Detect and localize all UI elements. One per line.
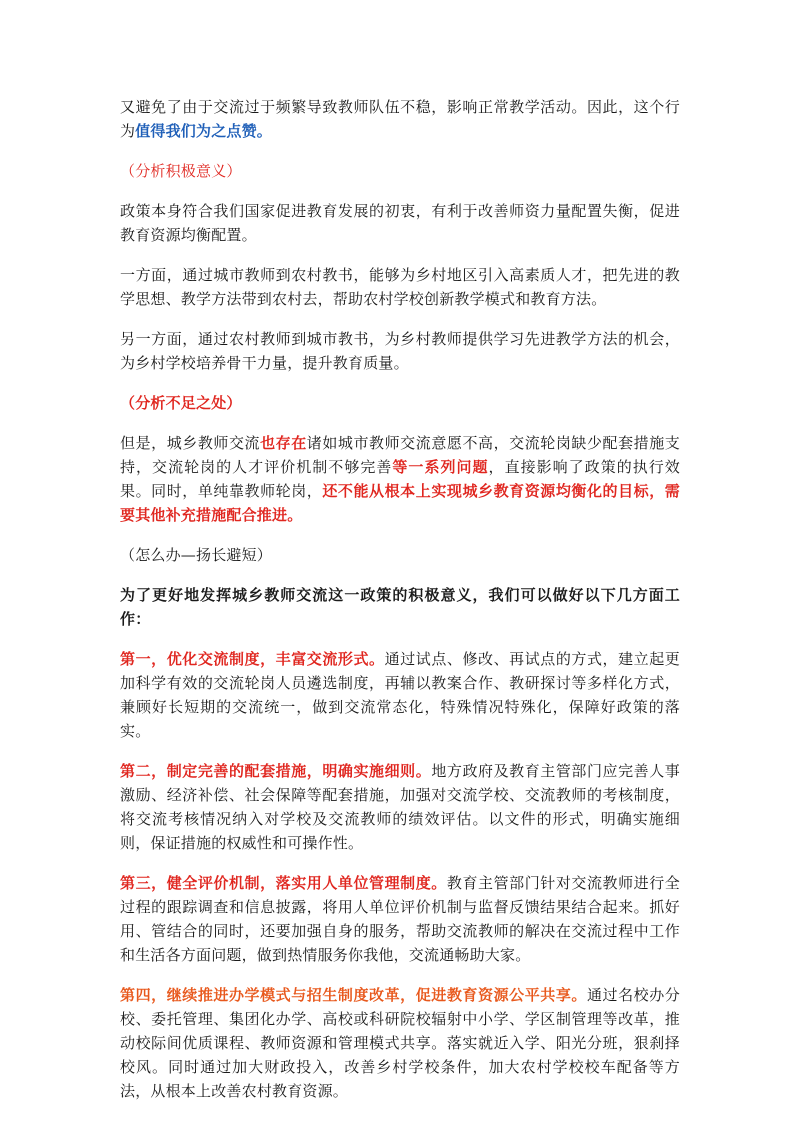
conclusion-emphasis: 值得我们为之点赞。 [135,122,273,140]
shortcomings-text-3: ，直接影响了政策的执行效果。同时，单纯靠教师轮岗， [120,458,681,500]
measure-3-body: 教育主管部门针对交流教师进行全过程的跟踪调查和信息披露，将用人单位评价机制与监督反馈结果结合起来。抓好用、管结合的同时，还要加强自身的服务，帮助交流教师的解决在交流过程中工作和生活各方面问题，做到热情服务你我他，交流通畅助大家。 [120,874,680,964]
paragraph-intro-measures: 为了更好地发挥城乡教师交流这一政策的积极意义，我们可以做好以下几方面工作： [120,586,680,628]
measure-3-lead: 第三，健全评价机制，落实用人单位管理制度。 [120,874,447,892]
conclusion-text: 又避免了由于交流过于频繁导致教师队伍不稳，影响正常教学活动。因此，这个行为 [120,98,680,140]
paragraph-conclusion [120,95,680,143]
measure-3 [120,871,680,967]
measure-2-lead: 第二，制定完善的配套措施，明确实施细则。 [120,762,432,780]
measure-4 [120,983,680,1103]
heading-positive: （分析积极意义） [120,162,242,180]
shortcomings-text-1: 但是，城乡教师交流 [120,434,261,452]
measure-4-lead: 第四，继续推进办学模式与招生制度改革，促进教育资源公平共享。 [120,986,587,1004]
measure-1-lead: 第一，优化交流制度，丰富交流形式。 [120,650,385,668]
measure-4-body: 通过名校办分校、委托管理、集团化办学、高校或科研院校辐射中小学、学区制管理等改革，推动校际间优质课程、教师资源和管理模式共享。落实就近入学、阳光分班，狠刹择校风。同时通过加大财政投入，改善乡村学校条件，加大农村学校校车配备等方法，从根本上改善农村教育资源。 [120,986,680,1100]
measure-2-body: 地方政府及教育主管部门应完善人事激励、经济补偿、社会保障等配套措施，加强对交流学校、交流教师的考核制度，将交流考核情况纳入对学校及交流教师的绩效评估。以文件的形式，明确实施细则，保证措施的权威性和可操作性。 [120,762,680,852]
heading-solution: （怎么办—扬长避短） [120,546,273,564]
measure-1-body: 通过试点、修改、再试点的方式，建立起更加科学有效的交流轮岗人员遴选制度，再辅以教案合作、教研探讨等多样化方式，兼顾好长短期的交流统一，做到交流常态化，特殊情况特殊化，保障好政策的落实。 [120,650,681,740]
shortcomings-emphasis-3: 还不能从根本上实现城乡教育资源均衡化的目标，需要其他补充措施配合推进。 [120,482,680,524]
shortcomings-text-2: 诸如城市教师交流意愿不高，交流轮岗缺少配套措施支持，交流轮岗的人才评价机制不够完善 [120,434,680,476]
paragraph-other-hand: 另一方面，通过农村教师到城市教书，为乡村教师提供学习先进教学方法的机会，为乡村学校培养骨干力量，提升教育质量。 [120,330,680,372]
document-content [120,95,680,1119]
measure-2 [120,759,680,855]
heading-negative: （分析不足之处） [120,394,242,412]
paragraph-policy: 政策本身符合我们国家促进教育发展的初衷，有利于改善师资力量配置失衡，促进教育资源均衡配置。 [120,202,680,244]
paragraph-shortcomings [120,431,680,527]
measure-1 [120,647,680,743]
paragraph-one-hand: 一方面，通过城市教师到农村教书，能够为乡村地区引入高素质人才，把先进的教学思想、教学方法带到农村去，帮助农村学校创新教学模式和教育方法。 [120,266,680,308]
shortcomings-emphasis-2: 等一系列问题 [392,458,489,476]
shortcomings-emphasis-1: 也存在 [260,434,307,452]
